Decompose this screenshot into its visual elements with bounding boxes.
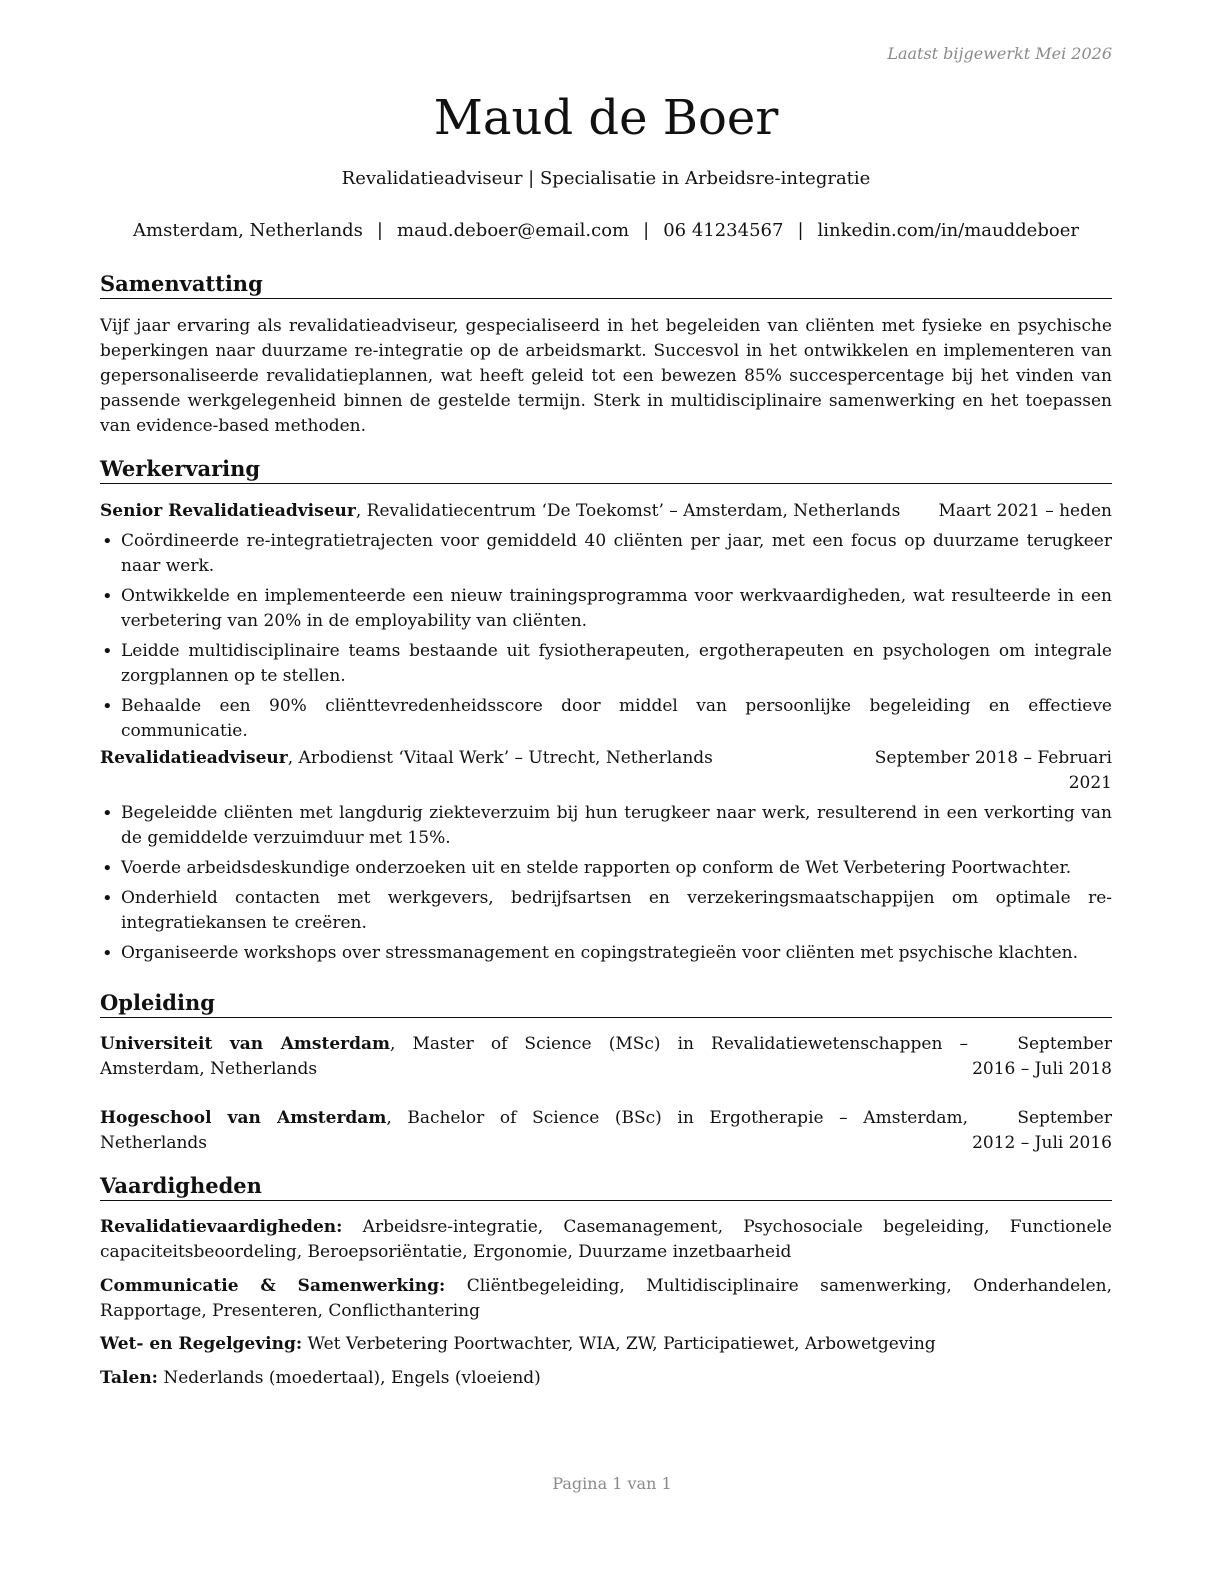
skill-row (100, 1366, 1112, 1391)
job-title-line (100, 499, 918, 524)
contact-line (100, 219, 1112, 243)
list-item: • Onderhield contacten met werkgevers, bedrijfsartsen en verzekeringsmaatschappijen om optimale re-integratiekansen te creëren. (100, 886, 1112, 936)
job-header (100, 746, 1112, 796)
skill-row (100, 1274, 1112, 1324)
skill-value: Nederlands (moedertaal), Engels (vloeiend) (157, 1368, 541, 1388)
job-bullets (100, 801, 1112, 971)
education-entry (100, 1106, 1112, 1156)
education-school: Universiteit van Amsterdam (100, 1034, 390, 1054)
education-detail: , Master of Science (MSc) in Revalidatiewetenschappen – Amsterdam, Netherlands (100, 1034, 969, 1079)
section-title-experience: Werkervaring (100, 456, 1112, 484)
skill-label: Communicatie & Samenwerking: (100, 1276, 446, 1296)
last-updated: Laatst bijgewerkt Mei 2026 (887, 44, 1112, 63)
skill-label: Wet- en Regelgeving: (100, 1334, 303, 1354)
section-title-education: Opleiding (100, 990, 1112, 1018)
skill-row (100, 1332, 1112, 1357)
job-bullets (100, 529, 1112, 749)
list-item: • Voerde arbeidsdeskundige onderzoeken uit en stelde rapporten op conform de Wet Verbetering Poortwachter. (100, 856, 1112, 881)
list-item: • Leidde multidisciplinaire teams bestaande uit fysiotherapeuten, ergotherapeuten en psychologen om integrale zorgplannen op te stellen. (100, 639, 1112, 689)
summary-text: Vijf jaar ervaring als revalidatieadviseur, gespecialiseerd in het begeleiden van cliënten met fysieke en psychische beperkingen naar duurzame re-integratie op de arbeidsmarkt. Succesvol in het ontwikkelen en implementeren van gepersonaliseerde revalidatieplannen, wat heeft geleid tot een bewezen 85% succespercentage bij het vinden van passende werkgelegenheid binnen de gestelde termijn. Sterk in multidisciplinaire samenwerking en het toepassen van evidence-based methoden. (100, 316, 1112, 436)
education-dates: September 2016 – Juli 2018 (972, 1034, 1112, 1079)
education-entry (100, 1032, 1112, 1082)
list-item: • Begeleidde cliënten met langdurig ziekteverzuim bij hun terugkeer naar werk, resulterend in een verkorting van de gemiddelde verzuimduur met 15%. (100, 801, 1112, 851)
tagline: Revalidatieadviseur | Specialisatie in Arbeidsre-integratie (341, 168, 871, 189)
job-header (100, 499, 1112, 524)
contact-phone: 06 41234567 (663, 220, 784, 241)
contact-separator: | (643, 220, 650, 241)
list-item: • Coördineerde re-integratietrajecten voor gemiddeld 40 cliënten per jaar, met een focus op duurzame terugkeer naar werk. (100, 529, 1112, 579)
job-org: , Arbodienst ‘Vitaal Werk’ – Utrecht, Netherlands (287, 748, 713, 768)
job-dates: Maart 2021 – heden (938, 501, 1112, 521)
list-item: • Organiseerde workshops over stressmanagement en copingstrategieën voor cliënten met psychische klachten. (100, 941, 1112, 966)
job-role: Revalidatieadviseur (100, 748, 288, 768)
job-title-line (100, 746, 852, 771)
contact-linkedin[interactable]: linkedin.com/in/mauddeboer (817, 220, 1079, 241)
education-dates: September 2012 – Juli 2016 (972, 1108, 1112, 1153)
job-org: , Revalidatiecentrum ‘De Toekomst’ – Amsterdam, Netherlands (355, 501, 901, 521)
skill-row (100, 1215, 1112, 1265)
page-number: Pagina 1 van 1 (552, 1474, 672, 1493)
education-school: Hogeschool van Amsterdam (100, 1108, 387, 1128)
candidate-name: Maud de Boer (433, 90, 779, 146)
education-detail: , Bachelor of Science (BSc) in Ergotherapie – Amsterdam, Netherlands (100, 1108, 968, 1153)
contact-email[interactable]: maud.deboer@email.com (397, 220, 630, 241)
skill-value: Wet Verbetering Poortwachter, WIA, ZW, Participatiewet, Arbowetgeving (302, 1334, 936, 1354)
skill-value: Cliëntbegeleiding, Multidisciplinaire samenwerking, Onderhandelen, Rapportage, Presenteren, Conflicthantering (100, 1276, 1112, 1321)
skill-label: Revalidatievaardigheden: (100, 1217, 343, 1237)
contact-separator: | (797, 220, 804, 241)
list-item: • Behaalde een 90% cliënttevredenheidsscore door middel van persoonlijke begeleiding en effectieve communicatie. (100, 694, 1112, 744)
skill-label: Talen: (100, 1368, 158, 1388)
education-school-line (100, 1032, 968, 1082)
list-item: • Ontwikkelde en implementeerde een nieuw trainingsprogramma voor werkvaardigheden, wat resulteerde in een verbetering van 20% in de employability van cliënten. (100, 584, 1112, 634)
job-role: Senior Revalidatieadviseur (100, 501, 356, 521)
section-title-summary: Samenvatting (100, 271, 1112, 299)
job-dates: September 2018 – Februari 2021 (874, 748, 1112, 793)
education-school-line (100, 1106, 968, 1156)
skill-value: Arbeidsre-integratie, Casemanagement, Psychosociale begeleiding, Functionele capaciteitsbeoordeling, Beroepsoriëntatie, Ergonomie, Duurzame inzetbaarheid (100, 1217, 1112, 1262)
section-title-skills: Vaardigheden (100, 1173, 1112, 1201)
contact-separator: | (376, 220, 383, 241)
contact-location: Amsterdam, Netherlands (133, 220, 363, 241)
